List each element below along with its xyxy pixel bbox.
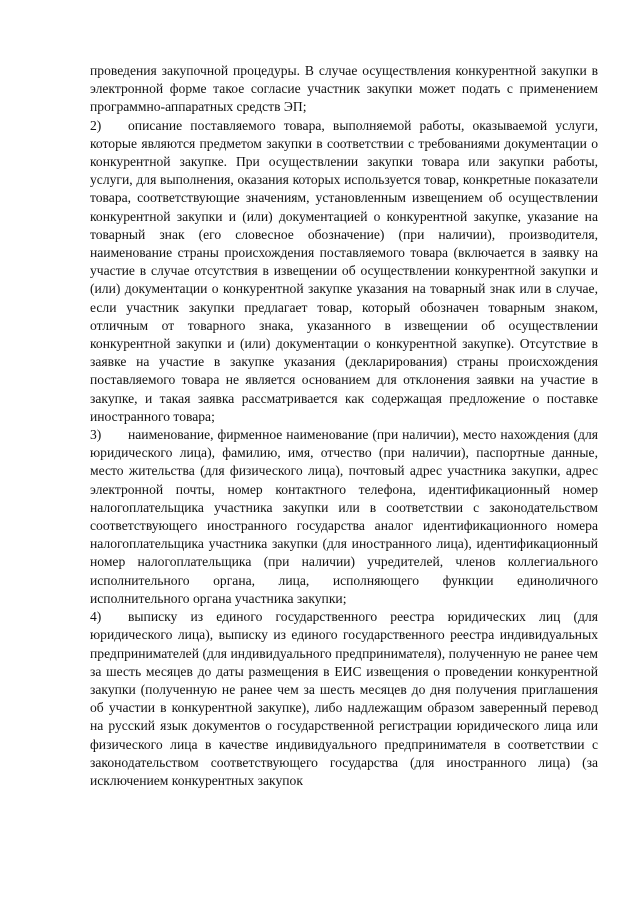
paragraph-text: выписку из единого государственного реестра юридических лиц (для юридического лица), выписку из единого государственного реестра индивидуальных предпринимателей (для индивидуального предпринимателя), полученную не ранее чем за шесть месяцев до даты размещения в ЕИС извещения о проведении конкурентной закупки (полученную не ранее чем за шесть месяцев до дня получения приглашения об участии в конкурентной закупке), либо надлежащим образом заверенный перевод на русский язык документов о государственной регистрации юридического лица или физического лица в качестве индивидуального предпринимателя в соответствии с законодательством соответствующего государства (для иностранного лица) (за исключением конкурентных закупок bbox=[90, 609, 598, 788]
document-page bbox=[90, 62, 598, 790]
item-number: 2) bbox=[90, 117, 102, 133]
paragraph-item-4 bbox=[90, 608, 598, 790]
paragraph-text: наименование, фирменное наименование (при наличии), место нахождения (для юридического лица), фамилию, имя, отчество (при наличии), паспортные данные, место жительства (для физического лица), почтовый адрес участника закупки, адрес электронной почты, номер контактного телефона, идентификационный номер налогоплательщика участника закупки или в соответствии с законодательством соответствующего иностранного государства аналог идентификационного номера налогоплательщика участника закупки (для иностранного лица), идентификационный номер налогоплательщика (при наличии) учредителей, членов коллегиального исполнительного органа, лица, исполняющего функции единоличного исполнительного органа участника закупки; bbox=[90, 427, 598, 606]
paragraph-text: проведения закупочной процедуры. В случае осуществления конкурентной закупки в электронной форме такое согласие участник закупки может подать с применением программно-аппаратных средств ЭП; bbox=[90, 63, 598, 115]
item-number: 3) bbox=[90, 427, 102, 443]
paragraph-item-2 bbox=[90, 117, 598, 426]
paragraph-item-3 bbox=[90, 426, 598, 608]
paragraph-text: описание поставляемого товара, выполняемой работы, оказываемой услуги, которые являются предметом закупки в соответствии с требованиями документации о конкурентной закупке. При осуществлении закупки товара или закупки работы, услуги, для выполнения, оказания которых используется товар, конкретные показатели товара, соответствующие значениям, установленным извещением об осуществлении конкурентной закупки и (или) документацией о конкурентной закупке, указание на товарный знак (его словесное обозначение) (при наличии), производителя, наименование страны происхождения поставляемого товара (включается в заявку на участие в случае отсутствия в извещении об осуществлении конкурентной закупки и (или) документации о конкурентной закупке указания на товарный знак или в случае, если участник закупки предлагает товар, который обозначен товарным знаком, отличным от товарного знака, указанного в извещении об осуществлении конкурентной закупки и (или) документации о конкурентной закупке). Отсутствие в заявке на участие в закупке указания (декларирования) страны происхождения поставляемого товара не является основанием для отклонения заявки на участие в закупке, и такая заявка рассматривается как содержащая предложение о поставке иностранного товара; bbox=[90, 117, 598, 424]
paragraph-continuation bbox=[90, 62, 598, 117]
item-number: 4) bbox=[90, 609, 102, 625]
